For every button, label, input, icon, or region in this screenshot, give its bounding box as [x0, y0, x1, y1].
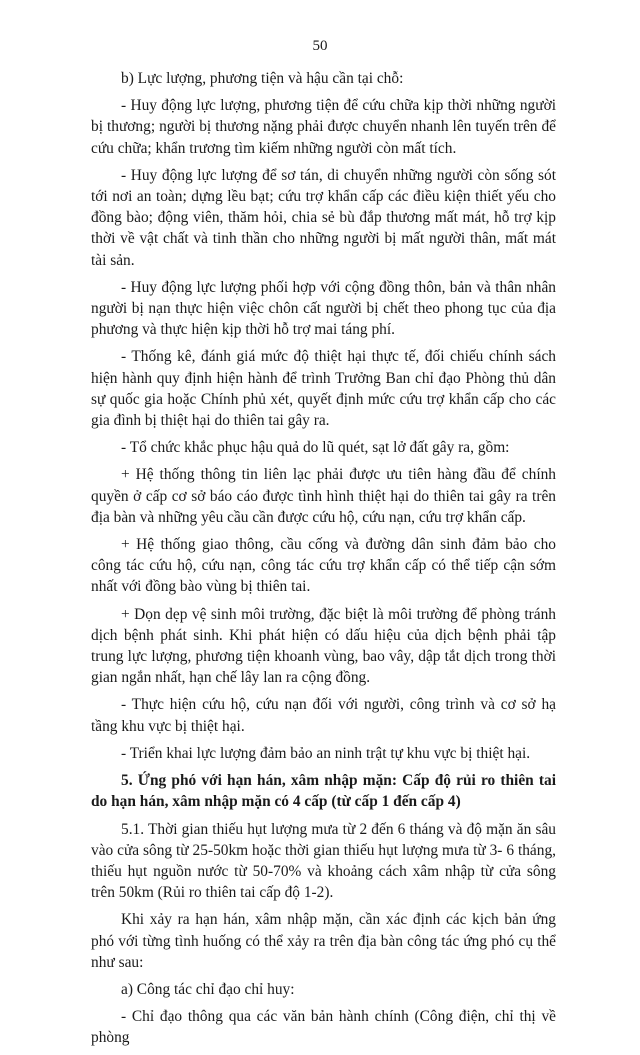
body-paragraph: Khi xảy ra hạn hán, xâm nhập mặn, cần xác định các kịch bản ứng phó với từng tình huống có thể xảy ra trên địa bàn công tác ứng phó cụ thể như sau:	[91, 911, 556, 971]
body-paragraph: + Hệ thống giao thông, cầu cống và đường dân sinh đảm bảo cho công tác cứu hộ, cứu nạn, công tác cứu trợ khẩn cấp có thể tiếp cận sớm nhất với đồng bào vùng bị thiên tai.	[91, 536, 556, 596]
body-paragraph: - Huy động lực lượng để sơ tán, di chuyển những người còn sống sót tới nơi an toàn; dựng lều bạt; cứu trợ khẩn cấp các điều kiện thiết yếu cho đồng bào; động viên, thăm hỏi, chia sẻ bù đắp thương mất mát, hỗ trợ kịp thời về vật chất và tinh thần cho những người bị mất người thân, mất mát tài sản.	[91, 166, 556, 269]
body-paragraph: + Hệ thống thông tin liên lạc phải được ưu tiên hàng đầu để chính quyền ở cấp cơ sở báo cáo được tình hình thiệt hại do thiên tai gây ra trên địa bàn và những yêu cầu cần được cứu hộ, cứu nạn, cứu trợ khẩn cấp.	[91, 466, 556, 526]
body-paragraph: - Thực hiện cứu hộ, cứu nạn đối với người, công trình và cơ sở hạ tầng khu vực bị thiệt hại.	[91, 696, 556, 735]
body-paragraph: 5.1. Thời gian thiếu hụt lượng mưa từ 2 đến 6 tháng và độ mặn ăn sâu vào cửa sông từ 25-50km hoặc thời gian thiếu hụt lượng mưa từ 3- 6 tháng, thiếu hụt nguồn nước từ 50-70% và khoảng cách xâm nhập từ cửa sông trên 50km (Rủi ro thiên tai cấp độ 1-2).	[91, 820, 556, 902]
body-paragraph: - Triển khai lực lượng đảm bảo an ninh trật tự khu vực bị thiệt hại.	[121, 744, 531, 762]
body-paragraph: - Thống kê, đánh giá mức độ thiệt hại thực tế, đối chiếu chính sách hiện hành quy định hiện hành để trình Trưởng Ban chỉ đạo Phòng thủ dân sự quốc gia hoặc Chính phủ xét, quyết định mức cứu trợ khẩn cấp cho các gia đình bị thiệt hại do thiên tai gây ra.	[91, 348, 556, 430]
body-paragraph: - Huy động lực lượng, phương tiện để cứu chữa kịp thời những người bị thương; người bị thương nặng phải được chuyển nhanh lên tuyến trên để cứu chữa; khẩn trương tìm kiếm những người còn mất tích.	[91, 97, 556, 157]
document-body	[91, 68, 556, 1055]
body-paragraph: a) Công tác chỉ đạo chỉ huy:	[121, 980, 295, 998]
body-paragraph: + Dọn dẹp vệ sinh môi trường, đặc biệt là môi trường để phòng tránh dịch bệnh phát sinh. Khi phát hiện có dấu hiệu của dịch bệnh phải tập trung lực lượng, phương tiện khoanh vùng, bao vây, dập tắt dịch trong thời gian ngắn nhất, hạn chế lây lan ra cộng đồng.	[91, 605, 556, 687]
body-paragraph: - Tổ chức khắc phục hậu quả do lũ quét, sạt lở đất gây ra, gồm:	[121, 439, 510, 457]
page-number: 50	[312, 38, 328, 54]
body-paragraph: b) Lực lượng, phương tiện và hậu cần tại chỗ:	[121, 70, 404, 87]
body-paragraph: - Chỉ đạo thông qua các văn bản hành chính (Công điện, chỉ thị về phòng	[91, 1008, 556, 1047]
section-heading: 5. Ứng phó với hạn hán, xâm nhập mặn: Cấp độ rủi ro thiên tai do hạn hán, xâm nhập mặn có 4 cấp (từ cấp 1 đến cấp 4)	[91, 772, 556, 811]
body-paragraph: - Huy động lực lượng phối hợp với cộng đồng thôn, bản và thân nhân người bị nạn thực hiện việc chôn cất người bị chết theo phong tục của địa phương và thực hiện kịp thời hỗ trợ mai táng phí.	[91, 278, 556, 339]
